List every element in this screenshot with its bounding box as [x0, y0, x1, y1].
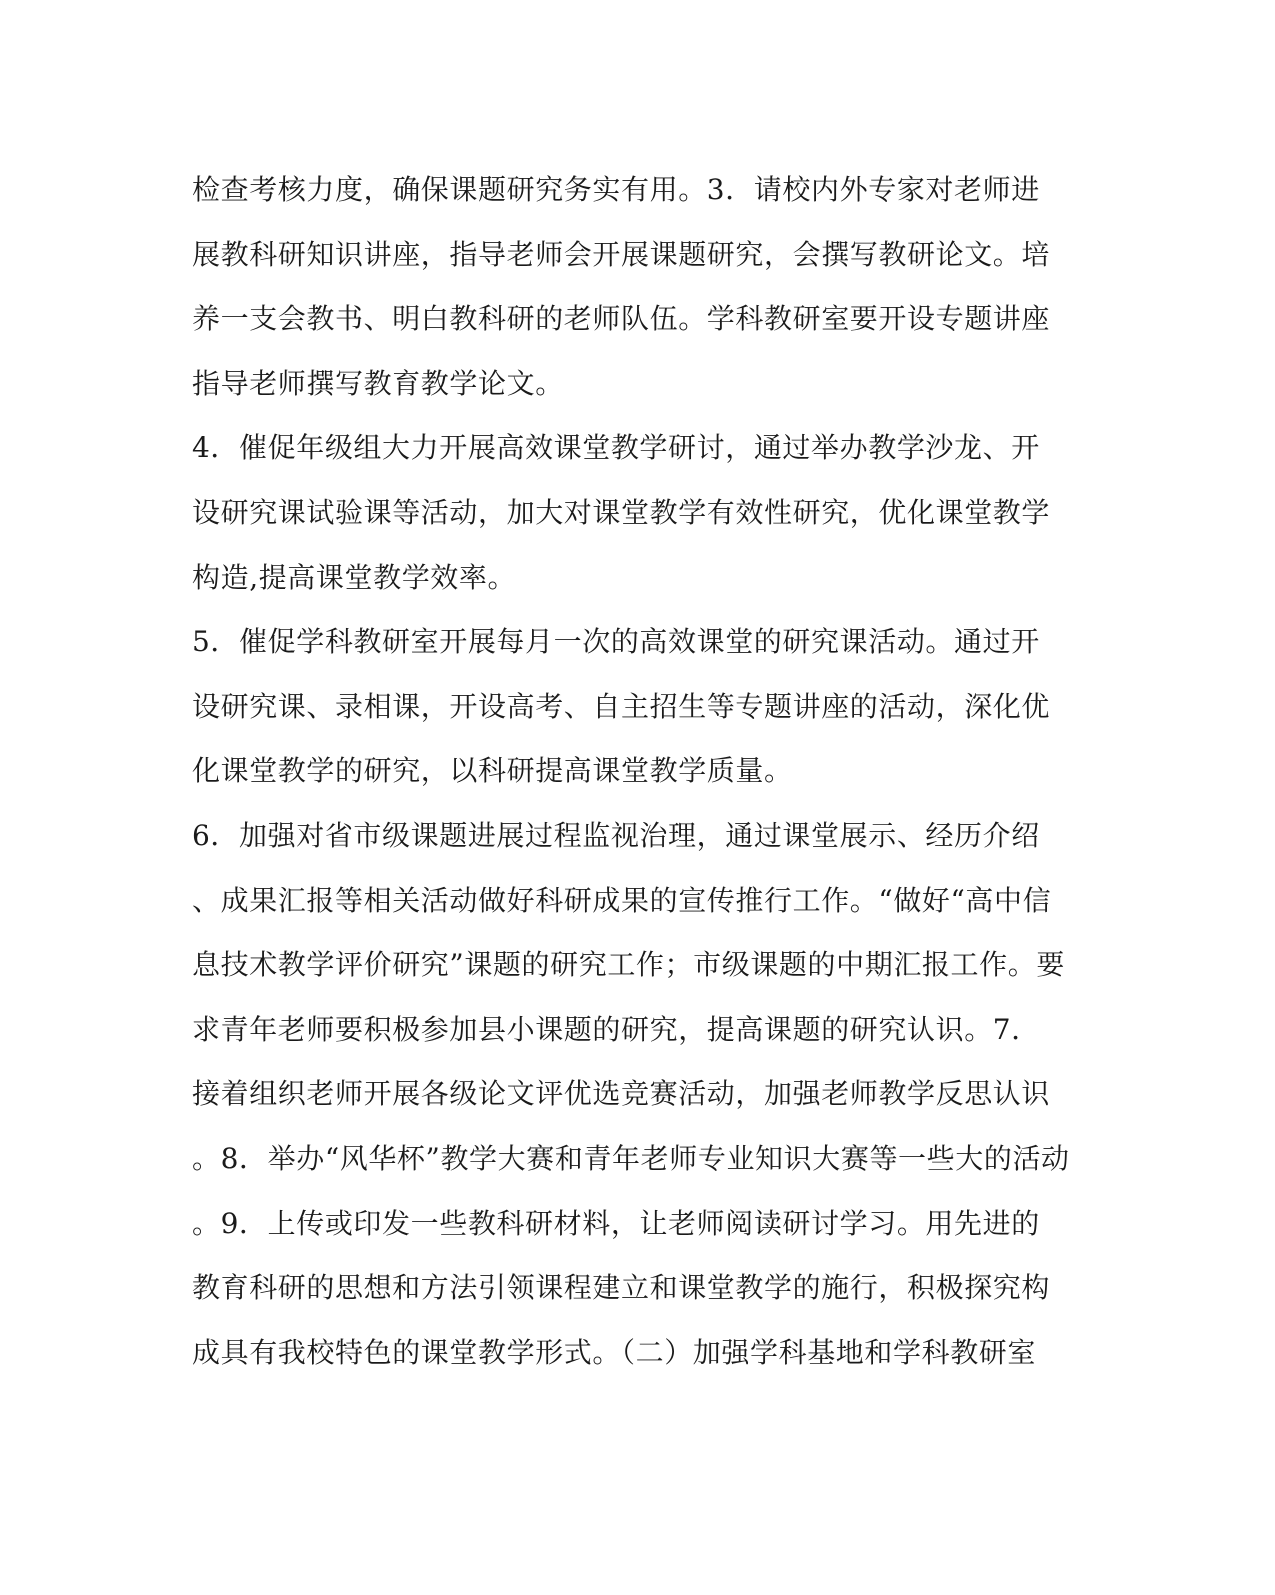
body-text [192, 158, 1072, 1385]
text-line: 构造,提高课堂教学效率。 [192, 560, 517, 594]
text-line: 接着组织老师开展各级论文评优选竞赛活动，加强老师教学反思认识 [192, 1077, 1051, 1111]
text-line: 6．加强对省市级课题进展过程监视治理，通过课堂展示、经历介绍 [192, 818, 1040, 852]
text-line: 求青年老师要积极参加县小课题的研究，提高课题的研究认识。7． [192, 1012, 1040, 1046]
text-line: 4．催促年级组大力开展高效课堂教学研讨，通过举办教学沙龙、开 [192, 431, 1040, 465]
text-line: 教育科研的思想和方法引领课程建立和课堂教学的施行，积极探究构 [192, 1271, 1051, 1305]
text-line: 设研究课试验课等活动，加大对课堂教学有效性研究，优化课堂教学 [192, 495, 1051, 529]
text-line: 指导老师撰写教育教学论文。 [192, 366, 564, 400]
text-line: 。8．举办“风华杯”教学大赛和青年老师专业知识大赛等一些大的活动 [192, 1141, 1070, 1175]
text-line: 养一支会教书、明白教科研的老师队伍。学科教研室要开设专题讲座 [192, 302, 1051, 336]
text-line: 成具有我校特色的课堂教学形式。（二）加强学科基地和学科教研室 [192, 1335, 1037, 1369]
text-line: 5．催促学科教研室开展每月一次的高效课堂的研究课活动。通过开 [192, 625, 1040, 659]
text-line: 、成果汇报等相关活动做好科研成果的宣传推行工作。“做好“高中信 [192, 883, 1052, 917]
text-line: 化课堂教学的研究，以科研提高课堂教学质量。 [192, 754, 793, 788]
text-line: 检查考核力度，确保课题研究务实有用。3．请校内外专家对老师进 [192, 173, 1040, 206]
text-line: 息技术教学评价研究”课题的研究工作；市级课题的中期汇报工作。要 [192, 948, 1065, 982]
text-line: 展教科研知识讲座，指导老师会开展课题研究，会撰写教研论文。培 [192, 237, 1051, 271]
text-line: 设研究课、录相课，开设高考、自主招生等专题讲座的活动，深化优 [192, 689, 1051, 723]
text-line: 。9．上传或印发一些教科研材料，让老师阅读研讨学习。用先进的 [192, 1206, 1040, 1240]
